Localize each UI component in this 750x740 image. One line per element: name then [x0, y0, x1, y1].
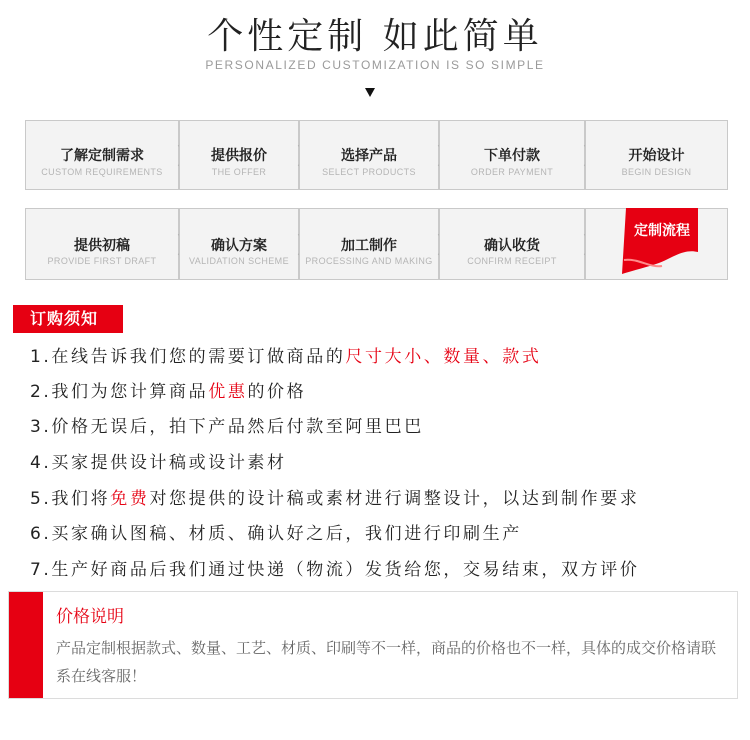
- customization-process-flag: [622, 208, 702, 276]
- flag-shape: [622, 208, 702, 276]
- step-title: 确认收货: [484, 238, 540, 254]
- step-title: 了解定制需求: [60, 148, 144, 164]
- step-order-payment: [439, 120, 585, 190]
- note-text: 5.我们将: [30, 489, 111, 509]
- step-subtitle: PROCESSING AND MAKING: [305, 256, 433, 266]
- price-accent-bar: [9, 592, 43, 698]
- step-title: 选择产品: [341, 148, 397, 164]
- step-select-products: [299, 120, 439, 190]
- note-line-1: [30, 342, 541, 367]
- step-subtitle: PROVIDE FIRST DRAFT: [47, 256, 157, 266]
- note-line-6: 6.买家确认图稿、材质、确认好之后，我们进行印刷生产: [30, 524, 522, 544]
- note-highlight: 优惠: [208, 382, 248, 402]
- note-text: 的价格: [247, 382, 307, 402]
- step-subtitle: SELECT PRODUCTS: [322, 167, 416, 177]
- step-subtitle: ORDER PAYMENT: [470, 167, 554, 177]
- order-notes-header: 订购须知: [13, 305, 123, 333]
- step-title: 提供初稿: [74, 238, 130, 254]
- step-the-offer: [179, 120, 299, 190]
- flag-label: 定制流程: [634, 223, 690, 239]
- step-subtitle: THE OFFER: [211, 167, 267, 177]
- step-subtitle: BEGIN DESIGN: [621, 167, 692, 177]
- down-arrow-icon: [365, 88, 375, 97]
- note-line-3: 3.价格无误后，拍下产品然后付款至阿里巴巴: [30, 417, 424, 437]
- step-validation-scheme: [179, 208, 299, 280]
- note-line-2: [30, 377, 306, 402]
- step-subtitle: VALIDATION SCHEME: [189, 256, 289, 266]
- page-title: 个性定制 如此简单: [207, 16, 543, 57]
- note-text: 1.在线告诉我们您的需要订做商品的: [30, 347, 346, 367]
- note-highlight: 尺寸大小、数量、款式: [345, 347, 542, 367]
- page-subtitle: PERSONALIZED CUSTOMIZATION IS SO SIMPLE: [205, 58, 545, 72]
- note-line-4: 4.买家提供设计稿或设计素材: [30, 453, 287, 473]
- step-subtitle: CUSTOM REQUIREMENTS: [41, 167, 163, 177]
- note-line-5: [30, 484, 639, 509]
- note-text: 2.我们为您计算商品: [30, 382, 209, 402]
- step-title: 确认方案: [211, 238, 267, 254]
- step-title: 开始设计: [628, 148, 685, 164]
- price-explanation-box: [8, 591, 738, 699]
- step-title: 下单付款: [484, 148, 540, 164]
- step-subtitle: CONFIRM RECEIPT: [467, 256, 557, 266]
- step-processing: [299, 208, 439, 280]
- step-title: 加工制作: [341, 238, 397, 254]
- price-description: 产品定制根据款式、数量、工艺、材质、印刷等不一样，商品的价格也不一样，具体的成交价格请联系在线客服！: [56, 639, 717, 685]
- step-first-draft: [25, 208, 179, 280]
- note-line-7: 7.生产好商品后我们通过快递（物流）发货给您，交易结束，双方评价: [30, 560, 640, 580]
- step-custom-requirements: [25, 120, 179, 190]
- step-confirm-receipt: [439, 208, 585, 280]
- note-highlight: 免费: [110, 489, 150, 509]
- step-begin-design: [585, 120, 728, 190]
- step-title: 提供报价: [211, 148, 267, 164]
- price-title: 价格说明: [56, 607, 124, 627]
- process-row-1: [25, 120, 728, 190]
- note-text: 对您提供的设计稿或素材进行调整设计，以达到制作要求: [149, 489, 640, 509]
